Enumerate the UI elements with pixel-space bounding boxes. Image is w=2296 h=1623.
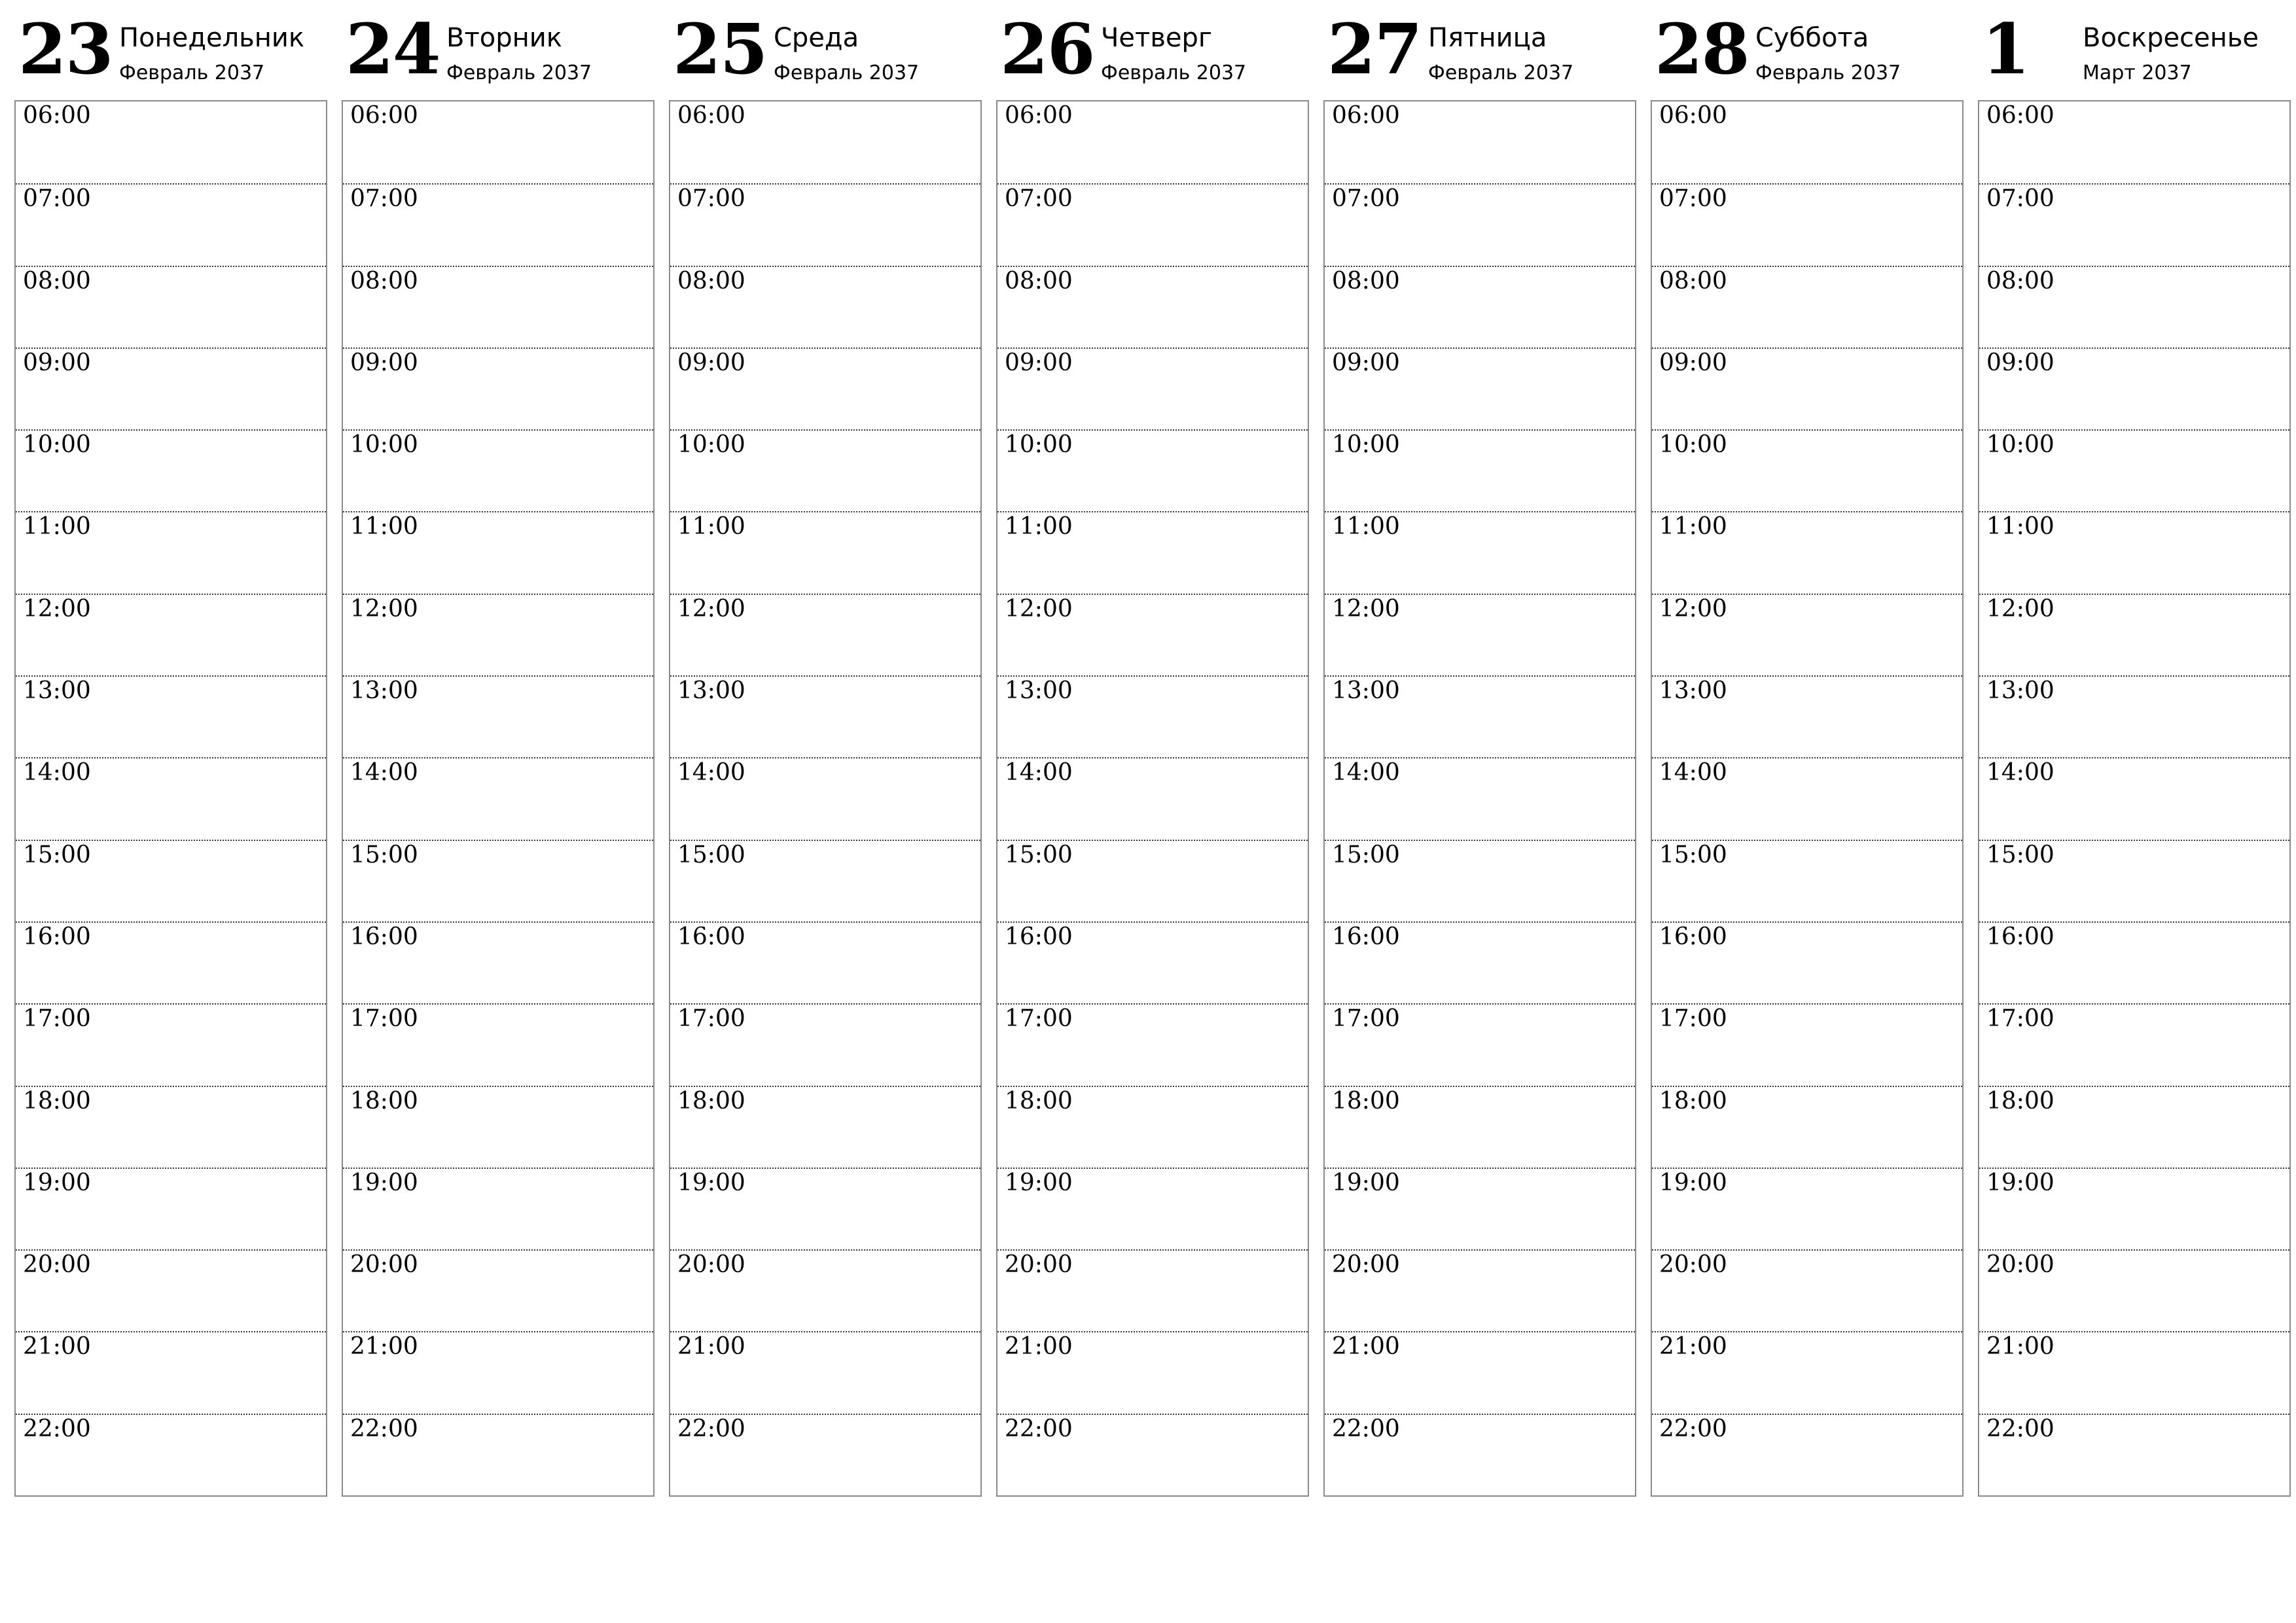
day-name: Среда bbox=[774, 23, 859, 53]
time-label: 20:00 bbox=[1986, 1251, 2054, 1279]
time-slot[interactable] bbox=[1979, 594, 2289, 675]
month-label: Февраль 2037 bbox=[1755, 62, 1901, 84]
day-column bbox=[996, 0, 1309, 1505]
time-slot[interactable] bbox=[1325, 921, 1635, 1003]
time-label: 22:00 bbox=[1005, 1415, 1073, 1442]
time-slot[interactable] bbox=[670, 101, 980, 183]
time-label: 13:00 bbox=[1986, 677, 2054, 705]
time-slot[interactable] bbox=[1979, 266, 2289, 348]
time-slot[interactable] bbox=[997, 1168, 1308, 1249]
time-label: 19:00 bbox=[1986, 1169, 2054, 1196]
time-label: 06:00 bbox=[350, 102, 418, 129]
time-label: 11:00 bbox=[1986, 513, 2054, 541]
time-slot[interactable] bbox=[1325, 1086, 1635, 1168]
time-slot[interactable] bbox=[16, 757, 326, 839]
time-slot[interactable] bbox=[1652, 1331, 1962, 1413]
time-slot[interactable] bbox=[343, 101, 653, 183]
time-label: 17:00 bbox=[350, 1005, 418, 1033]
time-slot[interactable] bbox=[343, 266, 653, 348]
time-slot[interactable] bbox=[16, 348, 326, 429]
time-slot[interactable] bbox=[670, 921, 980, 1003]
time-label: 12:00 bbox=[1986, 595, 2054, 622]
time-label: 21:00 bbox=[23, 1333, 91, 1361]
time-slot[interactable] bbox=[343, 675, 653, 757]
time-label: 15:00 bbox=[1332, 841, 1400, 868]
time-slot[interactable] bbox=[670, 183, 980, 265]
time-label: 10:00 bbox=[1332, 431, 1400, 459]
time-slot[interactable] bbox=[670, 675, 980, 757]
day-header bbox=[1323, 0, 1636, 100]
day-number: 1 bbox=[1982, 8, 2029, 90]
time-slot[interactable] bbox=[1979, 1168, 2289, 1249]
time-slot[interactable] bbox=[1652, 511, 1962, 593]
day-column bbox=[669, 0, 982, 1505]
time-label: 15:00 bbox=[1986, 841, 2054, 868]
time-slot[interactable] bbox=[1979, 429, 2289, 511]
time-label: 12:00 bbox=[1659, 595, 1727, 622]
day-number: 27 bbox=[1327, 8, 1422, 90]
day-header bbox=[996, 0, 1309, 100]
day-number: 25 bbox=[673, 8, 767, 90]
time-slot[interactable] bbox=[1325, 757, 1635, 839]
time-label: 21:00 bbox=[1332, 1333, 1400, 1361]
time-label: 10:00 bbox=[23, 431, 91, 459]
time-label: 15:00 bbox=[350, 841, 418, 868]
time-label: 18:00 bbox=[1332, 1087, 1400, 1115]
time-slot[interactable] bbox=[670, 348, 980, 429]
time-label: 14:00 bbox=[1659, 759, 1727, 787]
time-label: 15:00 bbox=[23, 841, 91, 868]
time-label: 11:00 bbox=[1659, 513, 1727, 541]
time-slots-box bbox=[14, 100, 327, 1497]
time-label: 09:00 bbox=[23, 349, 91, 376]
time-slot[interactable] bbox=[343, 429, 653, 511]
time-label: 06:00 bbox=[1986, 102, 2054, 129]
time-slots-box bbox=[1978, 100, 2291, 1497]
month-label: Февраль 2037 bbox=[1101, 62, 1247, 84]
time-label: 11:00 bbox=[1332, 513, 1400, 541]
time-label: 14:00 bbox=[23, 759, 91, 787]
time-slot[interactable] bbox=[1652, 675, 1962, 757]
time-label: 15:00 bbox=[677, 841, 745, 868]
time-label: 09:00 bbox=[677, 349, 745, 376]
day-name: Воскресенье bbox=[2083, 23, 2259, 53]
month-label: Февраль 2037 bbox=[446, 62, 592, 84]
time-label: 11:00 bbox=[677, 513, 745, 541]
time-slot[interactable] bbox=[670, 511, 980, 593]
time-slot[interactable] bbox=[997, 921, 1308, 1003]
time-slot[interactable] bbox=[16, 266, 326, 348]
time-slot[interactable] bbox=[1979, 921, 2289, 1003]
time-label: 11:00 bbox=[350, 513, 418, 541]
time-slot[interactable] bbox=[1325, 1414, 1635, 1495]
time-slot[interactable] bbox=[1325, 183, 1635, 265]
time-slot[interactable] bbox=[997, 1086, 1308, 1168]
time-label: 07:00 bbox=[23, 185, 91, 213]
time-label: 20:00 bbox=[23, 1251, 91, 1279]
time-label: 18:00 bbox=[350, 1087, 418, 1115]
time-label: 06:00 bbox=[677, 102, 745, 129]
time-label: 07:00 bbox=[1332, 185, 1400, 213]
time-label: 06:00 bbox=[1332, 102, 1400, 129]
time-slot[interactable] bbox=[670, 840, 980, 921]
time-label: 14:00 bbox=[1332, 759, 1400, 787]
time-slot[interactable] bbox=[1652, 921, 1962, 1003]
day-column bbox=[14, 0, 327, 1505]
day-name: Вторник bbox=[446, 23, 562, 53]
time-label: 06:00 bbox=[1005, 102, 1073, 129]
time-slots-box bbox=[342, 100, 655, 1497]
time-slot[interactable] bbox=[343, 921, 653, 1003]
time-slot[interactable] bbox=[670, 1003, 980, 1085]
time-label: 18:00 bbox=[23, 1087, 91, 1115]
time-slot[interactable] bbox=[16, 594, 326, 675]
time-label: 21:00 bbox=[1005, 1333, 1073, 1361]
time-slot[interactable] bbox=[1979, 101, 2289, 183]
time-slot[interactable] bbox=[1652, 594, 1962, 675]
time-slot[interactable] bbox=[343, 757, 653, 839]
time-label: 16:00 bbox=[1986, 923, 2054, 950]
time-label: 09:00 bbox=[1332, 349, 1400, 376]
time-label: 19:00 bbox=[23, 1169, 91, 1196]
time-slots-box bbox=[669, 100, 982, 1497]
day-name: Четверг bbox=[1101, 23, 1212, 53]
time-slot[interactable] bbox=[1979, 1414, 2289, 1495]
time-slot[interactable] bbox=[1979, 183, 2289, 265]
time-label: 20:00 bbox=[350, 1251, 418, 1279]
time-slot[interactable] bbox=[1325, 266, 1635, 348]
time-slot[interactable] bbox=[343, 1331, 653, 1413]
time-label: 11:00 bbox=[23, 513, 91, 541]
time-slot[interactable] bbox=[1652, 348, 1962, 429]
time-label: 16:00 bbox=[1005, 923, 1073, 950]
month-label: Февраль 2037 bbox=[774, 62, 920, 84]
time-label: 11:00 bbox=[1005, 513, 1073, 541]
time-label: 10:00 bbox=[1659, 431, 1727, 459]
time-label: 09:00 bbox=[1005, 349, 1073, 376]
time-label: 20:00 bbox=[677, 1251, 745, 1279]
time-slot[interactable] bbox=[670, 429, 980, 511]
time-label: 08:00 bbox=[1005, 267, 1073, 294]
time-label: 08:00 bbox=[350, 267, 418, 294]
day-number: 23 bbox=[18, 8, 113, 90]
time-slot[interactable] bbox=[1652, 1168, 1962, 1249]
time-label: 22:00 bbox=[1659, 1415, 1727, 1442]
time-slot[interactable] bbox=[343, 1249, 653, 1331]
time-slot[interactable] bbox=[16, 921, 326, 1003]
time-slot[interactable] bbox=[16, 101, 326, 183]
time-label: 12:00 bbox=[350, 595, 418, 622]
time-label: 09:00 bbox=[1986, 349, 2054, 376]
day-header bbox=[14, 0, 327, 100]
time-slot[interactable] bbox=[343, 1086, 653, 1168]
time-label: 13:00 bbox=[677, 677, 745, 705]
time-label: 19:00 bbox=[1005, 1169, 1073, 1196]
time-slot[interactable] bbox=[997, 183, 1308, 265]
time-slot[interactable] bbox=[1325, 429, 1635, 511]
time-slots-box bbox=[1323, 100, 1636, 1497]
time-label: 20:00 bbox=[1005, 1251, 1073, 1279]
time-label: 09:00 bbox=[1659, 349, 1727, 376]
time-slot[interactable] bbox=[1652, 183, 1962, 265]
time-slot[interactable] bbox=[997, 348, 1308, 429]
time-label: 13:00 bbox=[1659, 677, 1727, 705]
time-slot[interactable] bbox=[997, 101, 1308, 183]
time-slot[interactable] bbox=[997, 1003, 1308, 1085]
time-label: 17:00 bbox=[1005, 1005, 1073, 1033]
time-label: 06:00 bbox=[1659, 102, 1727, 129]
weekly-planner bbox=[14, 0, 2291, 1505]
time-slot[interactable] bbox=[343, 183, 653, 265]
time-label: 10:00 bbox=[350, 431, 418, 459]
day-column bbox=[1978, 0, 2291, 1505]
time-label: 12:00 bbox=[1332, 595, 1400, 622]
month-label: Февраль 2037 bbox=[119, 62, 265, 84]
time-label: 19:00 bbox=[677, 1169, 745, 1196]
time-slot[interactable] bbox=[1325, 1331, 1635, 1413]
time-label: 20:00 bbox=[1659, 1251, 1727, 1279]
time-slot[interactable] bbox=[16, 1003, 326, 1085]
time-label: 08:00 bbox=[1332, 267, 1400, 294]
time-slot[interactable] bbox=[1979, 1249, 2289, 1331]
time-label: 07:00 bbox=[350, 185, 418, 213]
time-slot[interactable] bbox=[16, 183, 326, 265]
time-label: 19:00 bbox=[1332, 1169, 1400, 1196]
time-label: 18:00 bbox=[677, 1087, 745, 1115]
time-slot[interactable] bbox=[997, 511, 1308, 593]
time-slot[interactable] bbox=[1325, 1249, 1635, 1331]
day-header bbox=[1651, 0, 1964, 100]
time-label: 07:00 bbox=[1986, 185, 2054, 213]
time-label: 12:00 bbox=[677, 595, 745, 622]
time-label: 12:00 bbox=[1005, 595, 1073, 622]
time-slot[interactable] bbox=[16, 511, 326, 593]
time-slot[interactable] bbox=[1325, 348, 1635, 429]
time-slot[interactable] bbox=[16, 840, 326, 921]
time-slot[interactable] bbox=[997, 757, 1308, 839]
time-label: 16:00 bbox=[350, 923, 418, 950]
time-label: 07:00 bbox=[1659, 185, 1727, 213]
time-slot[interactable] bbox=[16, 1168, 326, 1249]
time-label: 16:00 bbox=[677, 923, 745, 950]
time-slot[interactable] bbox=[670, 1414, 980, 1495]
time-slot[interactable] bbox=[343, 348, 653, 429]
time-label: 16:00 bbox=[1659, 923, 1727, 950]
day-header bbox=[342, 0, 655, 100]
time-slot[interactable] bbox=[1979, 840, 2289, 921]
time-label: 17:00 bbox=[1986, 1005, 2054, 1033]
time-slot[interactable] bbox=[670, 1086, 980, 1168]
time-slot[interactable] bbox=[1652, 429, 1962, 511]
time-label: 21:00 bbox=[350, 1333, 418, 1361]
time-label: 22:00 bbox=[1332, 1415, 1400, 1442]
time-label: 13:00 bbox=[1332, 677, 1400, 705]
time-slot[interactable] bbox=[1325, 594, 1635, 675]
day-number: 28 bbox=[1655, 8, 1749, 90]
time-slot[interactable] bbox=[997, 594, 1308, 675]
time-slot[interactable] bbox=[670, 594, 980, 675]
time-label: 06:00 bbox=[23, 102, 91, 129]
time-label: 22:00 bbox=[1986, 1415, 2054, 1442]
time-slot[interactable] bbox=[1652, 1086, 1962, 1168]
time-label: 09:00 bbox=[350, 349, 418, 376]
time-label: 19:00 bbox=[1659, 1169, 1727, 1196]
time-slot[interactable] bbox=[343, 1168, 653, 1249]
time-label: 18:00 bbox=[1659, 1087, 1727, 1115]
time-slot[interactable] bbox=[1979, 757, 2289, 839]
time-label: 22:00 bbox=[677, 1415, 745, 1442]
time-label: 20:00 bbox=[1332, 1251, 1400, 1279]
time-label: 22:00 bbox=[350, 1415, 418, 1442]
time-label: 21:00 bbox=[677, 1333, 745, 1361]
time-label: 14:00 bbox=[677, 759, 745, 787]
time-label: 08:00 bbox=[677, 267, 745, 294]
time-slot[interactable] bbox=[1325, 840, 1635, 921]
time-label: 17:00 bbox=[23, 1005, 91, 1033]
time-slot[interactable] bbox=[16, 675, 326, 757]
time-slot[interactable] bbox=[1325, 511, 1635, 593]
time-label: 08:00 bbox=[1659, 267, 1727, 294]
time-slot[interactable] bbox=[1325, 675, 1635, 757]
time-slots-box bbox=[1651, 100, 1964, 1497]
time-slot[interactable] bbox=[1325, 1003, 1635, 1085]
time-label: 16:00 bbox=[23, 923, 91, 950]
time-label: 18:00 bbox=[1986, 1087, 2054, 1115]
time-slot[interactable] bbox=[1652, 1414, 1962, 1495]
time-slot[interactable] bbox=[1652, 757, 1962, 839]
time-slot[interactable] bbox=[1652, 101, 1962, 183]
day-number: 24 bbox=[346, 8, 440, 90]
time-label: 14:00 bbox=[1986, 759, 2054, 787]
time-label: 18:00 bbox=[1005, 1087, 1073, 1115]
time-slot[interactable] bbox=[16, 1249, 326, 1331]
day-column bbox=[1323, 0, 1636, 1505]
time-slot[interactable] bbox=[1979, 1086, 2289, 1168]
time-slot[interactable] bbox=[16, 1331, 326, 1413]
day-header bbox=[1978, 0, 2291, 100]
time-slot[interactable] bbox=[997, 1414, 1308, 1495]
time-label: 14:00 bbox=[350, 759, 418, 787]
time-slot[interactable] bbox=[343, 840, 653, 921]
day-name: Пятница bbox=[1428, 23, 1547, 53]
time-slot[interactable] bbox=[997, 429, 1308, 511]
time-label: 15:00 bbox=[1659, 841, 1727, 868]
time-slot[interactable] bbox=[997, 1331, 1308, 1413]
time-label: 07:00 bbox=[1005, 185, 1073, 213]
time-slot[interactable] bbox=[1325, 101, 1635, 183]
time-label: 14:00 bbox=[1005, 759, 1073, 787]
time-slot[interactable] bbox=[1652, 266, 1962, 348]
time-slot[interactable] bbox=[1652, 1249, 1962, 1331]
time-label: 17:00 bbox=[1332, 1005, 1400, 1033]
time-slot[interactable] bbox=[1325, 1168, 1635, 1249]
time-slot[interactable] bbox=[997, 840, 1308, 921]
day-name: Суббота bbox=[1755, 23, 1869, 53]
day-column bbox=[342, 0, 655, 1505]
time-label: 07:00 bbox=[677, 185, 745, 213]
day-header bbox=[669, 0, 982, 100]
time-slot[interactable] bbox=[670, 757, 980, 839]
time-slot[interactable] bbox=[343, 511, 653, 593]
time-label: 12:00 bbox=[23, 595, 91, 622]
time-label: 10:00 bbox=[1986, 431, 2054, 459]
time-label: 19:00 bbox=[350, 1169, 418, 1196]
time-slot[interactable] bbox=[670, 266, 980, 348]
time-slot[interactable] bbox=[670, 1249, 980, 1331]
time-slot[interactable] bbox=[16, 1086, 326, 1168]
time-slot[interactable] bbox=[16, 1414, 326, 1495]
time-slot[interactable] bbox=[1979, 348, 2289, 429]
time-slot[interactable] bbox=[997, 1249, 1308, 1331]
day-number: 26 bbox=[1000, 8, 1094, 90]
time-label: 15:00 bbox=[1005, 841, 1073, 868]
time-label: 10:00 bbox=[677, 431, 745, 459]
time-label: 13:00 bbox=[1005, 677, 1073, 705]
time-label: 17:00 bbox=[677, 1005, 745, 1033]
time-slot[interactable] bbox=[997, 266, 1308, 348]
time-slot[interactable] bbox=[343, 1414, 653, 1495]
time-slot[interactable] bbox=[343, 594, 653, 675]
time-label: 21:00 bbox=[1986, 1333, 2054, 1361]
time-slot[interactable] bbox=[1979, 675, 2289, 757]
time-label: 17:00 bbox=[1659, 1005, 1727, 1033]
time-slot[interactable] bbox=[1979, 511, 2289, 593]
time-slot[interactable] bbox=[1652, 1003, 1962, 1085]
time-slot[interactable] bbox=[343, 1003, 653, 1085]
time-slot[interactable] bbox=[670, 1331, 980, 1413]
month-label: Февраль 2037 bbox=[1428, 62, 1574, 84]
time-slot[interactable] bbox=[1979, 1331, 2289, 1413]
time-label: 08:00 bbox=[23, 267, 91, 294]
day-column bbox=[1651, 0, 1964, 1505]
time-slot[interactable] bbox=[16, 429, 326, 511]
time-label: 16:00 bbox=[1332, 923, 1400, 950]
time-slot[interactable] bbox=[997, 675, 1308, 757]
time-label: 22:00 bbox=[23, 1415, 91, 1442]
time-label: 21:00 bbox=[1659, 1333, 1727, 1361]
time-label: 13:00 bbox=[350, 677, 418, 705]
time-label: 08:00 bbox=[1986, 267, 2054, 294]
time-slot[interactable] bbox=[1979, 1003, 2289, 1085]
time-slot[interactable] bbox=[670, 1168, 980, 1249]
time-label: 13:00 bbox=[23, 677, 91, 705]
time-slot[interactable] bbox=[1652, 840, 1962, 921]
time-label: 10:00 bbox=[1005, 431, 1073, 459]
time-slots-box bbox=[996, 100, 1309, 1497]
day-name: Понедельник bbox=[119, 23, 305, 53]
month-label: Март 2037 bbox=[2083, 62, 2192, 84]
